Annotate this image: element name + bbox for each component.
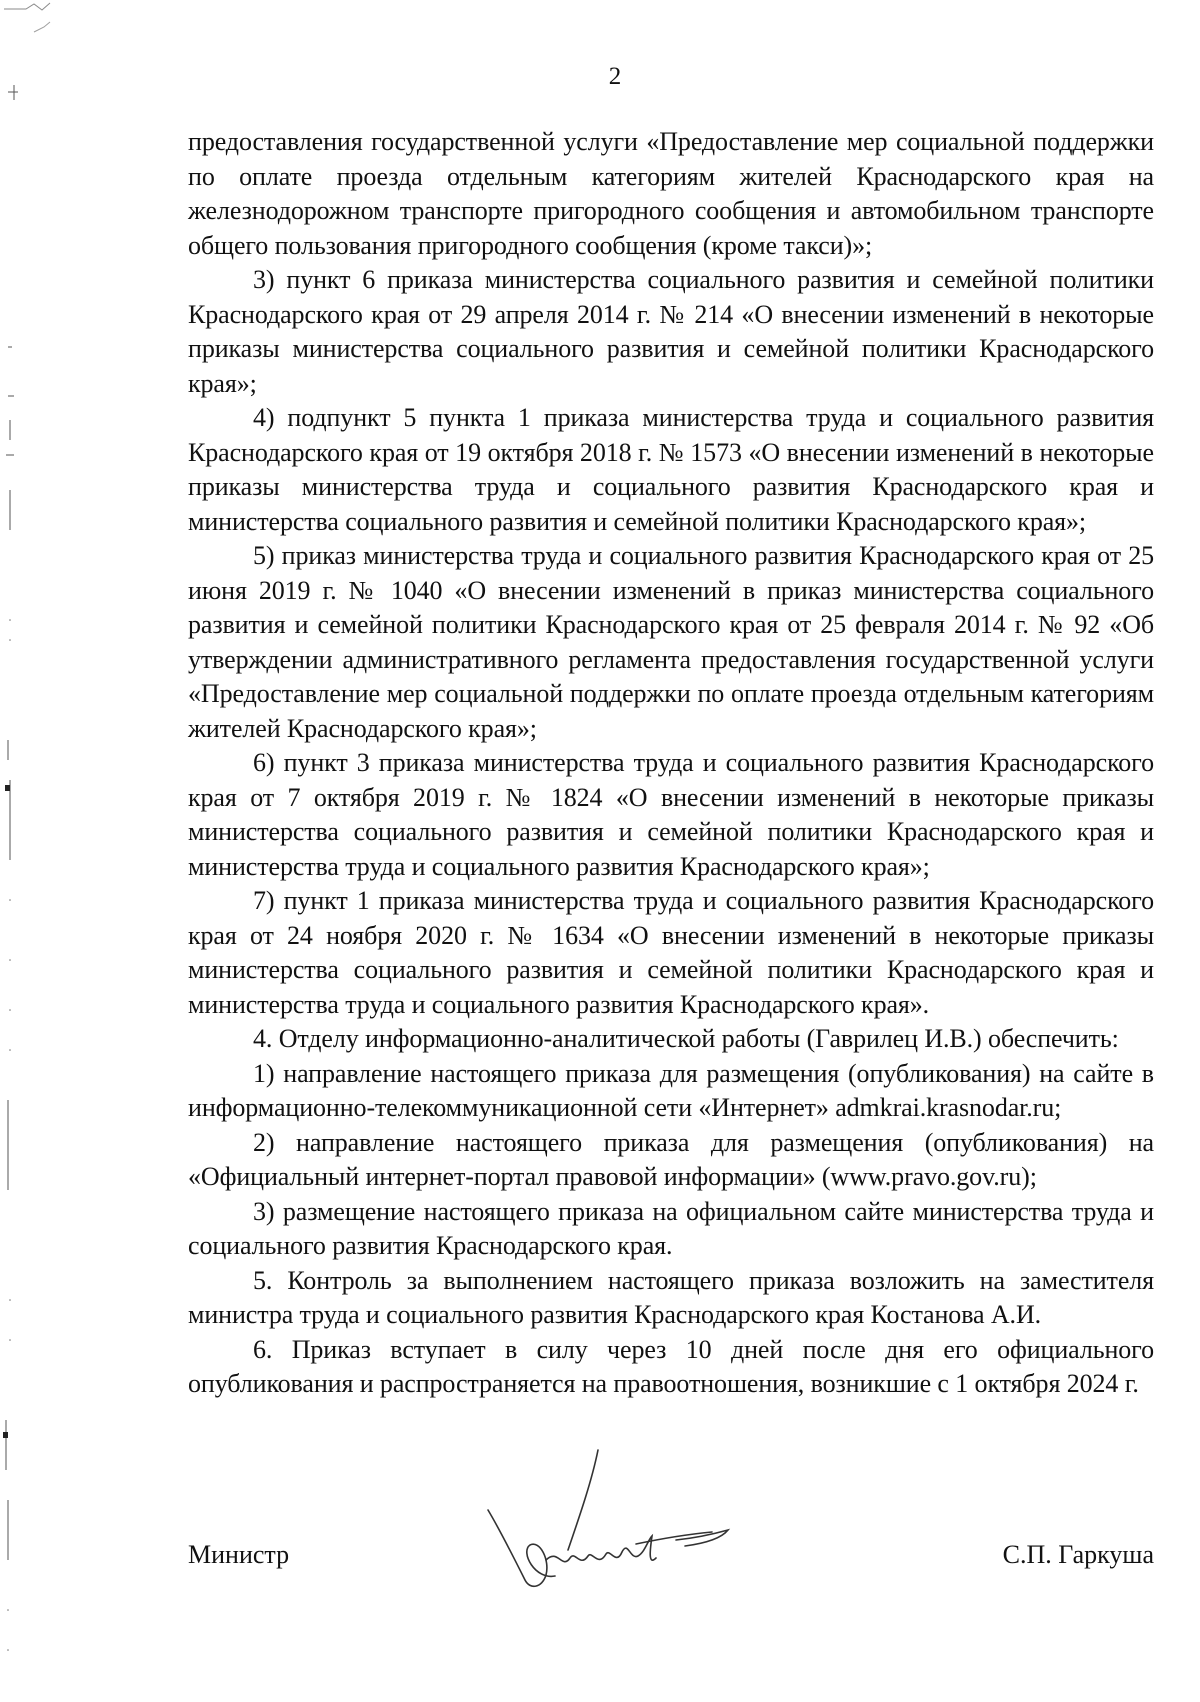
scan-margin-marks bbox=[0, 0, 30, 1697]
signatory-name: С.П. Гаркуша bbox=[1002, 1540, 1154, 1569]
signature-block bbox=[188, 1538, 1154, 1578]
paragraph-item-6: 6) пункт 3 приказа министерства труда и социального развития Краснодарского края от 7 октября 2019 г. № 1824 «О внесении изменений в некоторые приказы министерства социального развития и семейной политики Краснодарского края и министерства труда и социального развития Краснодарского края»; bbox=[188, 748, 1154, 881]
paragraph-item-7: 7) пункт 1 приказа министерства труда и социального развития Краснодарского края от 24 ноября 2020 г. № 1634 «О внесении изменений в некоторые приказы министерства социального развития и семейной политики Краснодарского края и министерства труда и социального развития Краснодарского края». bbox=[188, 886, 1154, 1019]
paragraph-clause-4-item-2: 2) направление настоящего приказа для размещения (опубликования) на «Официальный интернет-портал правовой информации» (www.pravo.gov.ru); bbox=[188, 1127, 1154, 1191]
paragraph-item-4: 4) подпункт 5 пункта 1 приказа министерства труда и социального развития Краснодарского края от 19 октября 2018 г. № 1573 «О внесении изменений в некоторые приказы министерства труда и социального развития Краснодарского края и министерства социального развития и семейной политики Краснодарского края»; bbox=[188, 403, 1154, 536]
paragraph-continuation: предоставления государственной услуги «Предоставление мер социальной поддержки по оплате проезда отдельным категориям жителей Краснодарского края на железнодорожном транспорте пригородного сообщения и автомобильном транспорте общего пользования пригородного сообщения (кроме такси)»; bbox=[188, 127, 1154, 260]
paragraph-clause-5: 5. Контроль за выполнением настоящего приказа возложить на заместителя министра труда и социального развития Краснодарского края Костанова А.И. bbox=[188, 1265, 1154, 1329]
paragraph-clause-4: 4. Отделу информационно-аналитической работы (Гаврилец И.В.) обеспечить: bbox=[253, 1024, 1119, 1053]
page-number: 2 bbox=[608, 63, 622, 90]
paragraph-clause-4-item-3: 3) размещение настоящего приказа на официальном сайте министерства труда и социального развития Краснодарского края. bbox=[188, 1196, 1154, 1260]
paragraph-item-3: 3) пункт 6 приказа министерства социального развития и семейной политики Краснодарского края от 29 апреля 2014 г. № 214 «О внесении изменений в некоторые приказы министерства социального развития и семейной политики Краснодарского края»; bbox=[188, 265, 1154, 398]
paragraph-clause-6: 6. Приказ вступает в силу через 10 дней после дня его официального опубликования и распространяется на правоотношения, возникшие с 1 октября 2024 г. bbox=[188, 1334, 1154, 1398]
paragraph-item-5: 5) приказ министерства труда и социального развития Краснодарского края от 25 июня 2019 г. № 1040 «О внесении изменений в приказ министерства социального развития и семейной политики Краснодарского края от 25 февраля 2014 г. № 92 «Об утверждении административного регламента предоставления государственной услуги «Предоставление мер социальной поддержки по оплате проезда отдельным категориям жителей Краснодарского края»; bbox=[188, 541, 1154, 743]
paragraph-clause-4-item-1: 1) направление настоящего приказа для размещения (опубликования) на сайте в информационно-телекоммуникационной сети «Интернет» admkrai.krasnodar.ru; bbox=[188, 1058, 1154, 1122]
signatory-title: Министр bbox=[188, 1540, 290, 1569]
document-body bbox=[188, 125, 1154, 1402]
